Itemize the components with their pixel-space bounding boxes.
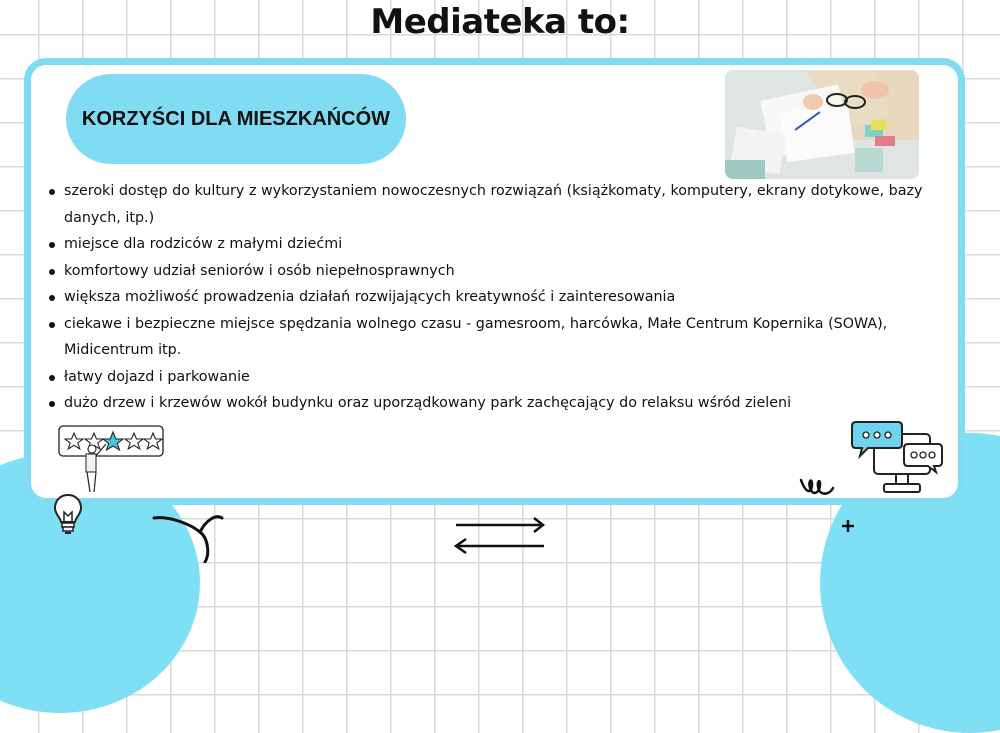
benefit-item: dużo drzew i krzewów wokół budynku oraz uporządkowany park zachęcający do relaksu wśród zieleni <box>48 390 962 417</box>
chat-computer-illustration <box>846 416 946 498</box>
benefit-item: większa możliwość prowadzenia działań rozwijających kreatywność i zainteresowania <box>48 284 962 311</box>
lightbulb-icon <box>52 492 84 536</box>
squiggle-decoration <box>150 506 240 563</box>
benefit-item: komfortowy udział seniorów i osób niepełnosprawnych <box>48 258 962 285</box>
study-desk-photo <box>725 70 919 179</box>
loop-squiggle-decoration <box>798 474 836 498</box>
benefit-item: miejsce dla rodziców z małymi dziećmi <box>48 231 962 258</box>
plus-decoration <box>840 518 856 534</box>
page-title: Mediateka to: <box>370 2 630 42</box>
rating-stars-illustration <box>56 422 168 494</box>
benefit-item: łatwy dojazd i parkowanie <box>48 364 962 391</box>
swap-arrows-icon <box>450 514 550 556</box>
benefit-item: szeroki dostęp do kultury z wykorzystaniem nowoczesnych rozwiązań (książkomaty, komputery, ekrany dotykowe, bazy danych, itp.) <box>48 178 962 231</box>
benefit-item: ciekawe i bezpieczne miejsce spędzania wolnego czasu - gamesroom, harcówka, Małe Centrum Kopernika (SOWA), Midicentrum itp. <box>48 311 962 364</box>
section-heading: KORZYŚCI DLA MIESZKAŃCÓW <box>66 74 406 164</box>
benefits-list <box>48 178 962 417</box>
